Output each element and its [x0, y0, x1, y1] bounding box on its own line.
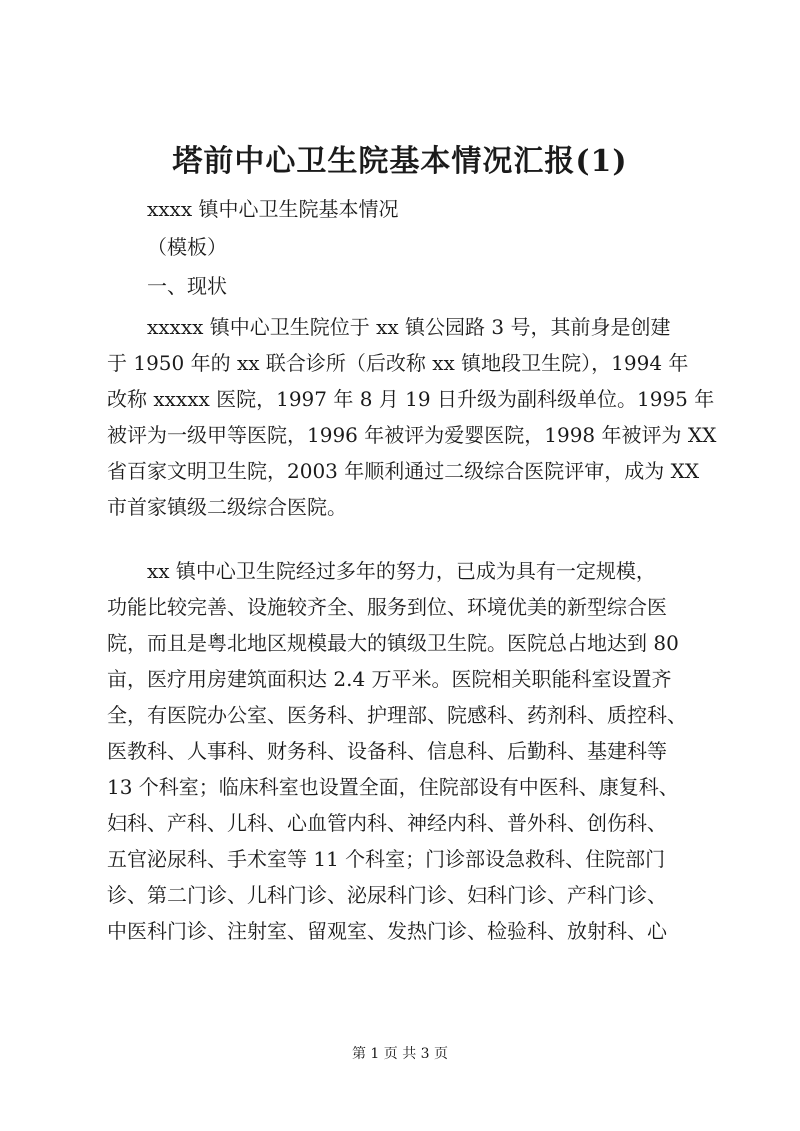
paragraph-line: 于 1950 年的 xx 联合诊所（后改称 xx 镇地段卫生院），1994 年 — [107, 351, 689, 375]
paragraph-line: 改称 xxxxx 医院，1997 年 8 月 19 日升级为副科级单位。1995 年 — [107, 387, 715, 411]
paragraph-line: 五官泌尿科、手术室等 11 个科室；门诊部设急救科、住院部门 — [107, 847, 666, 871]
subtitle-line: xxxx 镇中心卫生院基本情况 — [147, 197, 399, 221]
section-heading — [107, 268, 717, 304]
template-note-line: （模板） — [147, 235, 227, 259]
paragraph-line: 院，而且是粤北地区规模最大的镇级卫生院。医院总占地达到 80 — [107, 631, 679, 655]
paragraph-departments — [107, 553, 717, 949]
paragraph-line: 市首家镇级二级综合医院。 — [107, 495, 347, 519]
paragraph-line: 中医科门诊、注射室、留观室、发热门诊、检验科、放射科、心 — [107, 919, 667, 943]
paragraph-line: 诊、第二门诊、儿科门诊、泌尿科门诊、妇科门诊、产科门诊、 — [107, 883, 667, 907]
paragraph-line: xxxxx 镇中心卫生院位于 xx 镇公园路 3 号，其前身是创建 — [147, 315, 671, 339]
paragraph-history — [107, 309, 717, 525]
document-subtitle — [107, 191, 717, 227]
template-note — [107, 229, 717, 265]
paragraph-line: 省百家文明卫生院，2003 年顺利通过二级综合医院评审，成为 XX — [107, 459, 700, 483]
paragraph-line: 医教科、人事科、财务科、设备科、信息科、后勤科、基建科等 — [107, 739, 667, 763]
paragraph-line: 妇科、产科、儿科、心血管内科、神经内科、普外科、创伤科、 — [107, 811, 667, 835]
page-footer: 第 1 页 共 3 页 — [351, 1046, 449, 1062]
paragraph-line: 13 个科室；临床科室也设置全面，住院部设有中医科、康复科、 — [107, 775, 679, 799]
paragraph-line: 被评为一级甲等医院，1996 年被评为爱婴医院，1998 年被评为 XX — [107, 423, 717, 447]
paragraph-line: 全，有医院办公室、医务科、护理部、院感科、药剂科、质控科、 — [107, 703, 687, 727]
section-heading-line: 一、现状 — [147, 274, 227, 298]
paragraph-line: 亩，医疗用房建筑面积达 2.4 万平米。医院相关职能科室设置齐 — [107, 667, 672, 691]
paragraph-line: 功能比较完善、设施较齐全、服务到位、环境优美的新型综合医 — [107, 595, 667, 619]
page-title: 塔前中心卫生院基本情况汇报(1) — [172, 144, 628, 179]
paragraph-line: xx 镇中心卫生院经过多年的努力，已成为具有一定规模， — [147, 559, 656, 583]
